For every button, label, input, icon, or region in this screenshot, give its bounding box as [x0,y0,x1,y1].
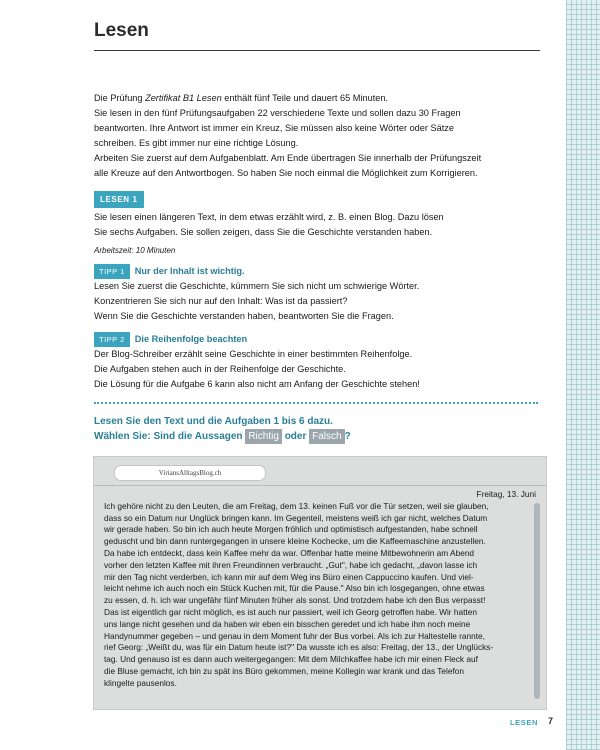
arbeitszeit: Arbeitszeit: 10 Minuten [94,246,176,255]
tipp1-line: Wenn Sie die Geschichte verstanden haben, beantworten Sie die Fragen. [94,311,394,321]
intro-line: schreiben. Es gibt immer nur eine richtige Lösung. [94,138,299,148]
tipp2-line: Die Aufgaben stehen auch in der Reihenfolge der Geschichte. [94,364,346,374]
blog-line: dass so ein Datum nur Unglück bringen kann. Im Gegenteil, meistens weiß ich gar nicht, welches Datum [104,512,488,523]
blog-line: mir den Tag nicht verderben, ich kann mir auf dem Weg ins Büro einen Cappuccino kaufen. Und viel- [104,571,474,582]
blog-line: Ich gehöre nicht zu den Leuten, die am Freitag, dem 13. keinen Fuß vor die Tür setzen, weil sie glauben, [104,500,489,511]
tipp1-section [94,264,546,324]
blog-line: Da habe ich entdeckt, dass kein Kaffee mehr da war. Offenbar hatte meine Mitbewohnerin am Abend [104,547,475,558]
intro-line-rest: enthält fünf Teile und dauert 65 Minuten. [221,93,389,103]
blog-post [94,489,536,690]
task-instruction [94,414,351,444]
blog-line: geduscht und bin dann runtergegangen in unsere kleine Kochecke, um die Kaffeemaschine anzustellen. [104,536,486,547]
blog-line: zu essen, d. h. ich war ungefähr fünf Minuten früher als sonst. Und trotzdem habe ich den Bus verpasst! [104,595,486,606]
tipp1-title: Nur der Inhalt ist wichtig. [134,266,245,276]
instruction-line1: Lesen Sie den Text und die Aufgaben 1 bis 6 dazu. [94,416,333,427]
toolbar-divider [94,485,546,486]
address-bar: ViriansAlltagsBlog.ch [114,465,266,481]
tipp1-line: Konzentrieren Sie sich nur auf den Inhalt: Was ist da passiert? [94,296,348,306]
intro-line: beantworten. Ihre Antwort ist immer ein Kreuz, Sie müssen also keine Wörter oder Sätze [94,123,455,133]
footer-section-label: LESEN [510,718,539,727]
blog-date: Freitag, 13. Juni [476,489,536,499]
intro-paragraph [94,91,546,181]
tipp2-line: Der Blog-Schreiber erzählt seine Geschichte in einer bestimmten Reihenfolge. [94,349,413,359]
intro-line: Arbeiten Sie zuerst auf dem Aufgabenblatt. Am Ende übertragen Sie innerhalb der Prüfungszeit [94,153,482,163]
blog-line: leicht nehme ich auch noch ein Stück Kuchen mit, für die Pause." Also bin ich losgegangen, ohne etwas [104,583,485,594]
option-falsch-chip: Falsch [309,429,344,444]
page-title: Lesen [94,20,149,41]
blog-line: Handynummer gegeben – und genau in dem Moment fuhr der Bus vorbei. Als ich zur Haltestelle rannte, [104,630,485,641]
instruction-suffix: ? [344,431,351,442]
tipp2-line: Die Lösung für die Aufgabe 6 kann also nicht am Anfang der Geschichte stehen! [94,379,420,389]
lesen1-line: Sie lesen einen längeren Text, in dem etwas erzählt wird, z. B. einen Blog. Dazu lösen [94,212,444,222]
blog-line: klingelte pausenlos. [104,677,177,688]
blog-line: Das ist eigentlich gar nicht möglich, es ist auch nur passiert, weil ich Georg getroffen habe. Wir hatten [104,606,477,617]
lesen1-line: Sie sechs Aufgaben. Sie sollen zeigen, dass Sie die Geschichte verstanden haben. [94,227,433,237]
dotted-divider [94,402,538,404]
option-richtig-chip: Richtig [245,429,282,444]
decorative-grid-strip [566,0,600,750]
lesen1-section [94,191,546,258]
tipp2-section [94,332,546,392]
blog-line: uns lange nicht gesehen und da haben wir eben ein bisschen geredet und ich habe ihm noch meine [104,618,471,629]
blog-line: die Bluse gemacht, ich bin zu spät ins Büro gekommen, meine Kollegin war krank und das Telefon [104,665,465,676]
tipp2-title: Die Reihenfolge beachten [134,334,248,344]
page-number: 7 [548,716,554,726]
instruction-connector: oder [284,431,307,442]
intro-line: Die Prüfung Zertifikat B1 Lesen enthält fünf Teile und dauert 65 Minuten. [94,93,389,103]
intro-line: Sie lesen in den fünf Prüfungsaufgaben 22 verschiedene Texte und sollen dazu 30 Fragen [94,108,461,118]
blog-line: wir gerade haben. So bin ich auch heute Morgen fröhlich und optimistisch aufgestanden, habe schnell [104,524,478,535]
tipp1-badge: TIPP 1 [94,264,130,279]
instruction-prefix: Wählen Sie: Sind die Aussagen [94,431,243,442]
blog-line: rief Georg: „Weißt du, was für ein Datum heute ist?" Da wusste ich es also: Freitag, der 13., der Unglücks- [104,642,494,653]
lesen1-badge: LESEN 1 [94,191,144,208]
blog-line: tag. Und genauso ist es dann auch weitergegangen: Mit dem Milchkaffee habe ich mir einen Fleck auf [104,654,478,665]
title-rule [94,50,540,51]
blog-line: vorher den letzten Kaffee mit ihren Freundinnen verbraucht. „Gut", habe ich gedacht, „davon lasse ich [104,559,478,570]
intro-italic: Zertifikat B1 Lesen [145,93,222,103]
tipp2-badge: TIPP 2 [94,332,130,347]
intro-line: alle Kreuze auf den Antwortbogen. So haben Sie noch einmal die Möglichkeit zum Korrigieren. [94,168,478,178]
scrollbar[interactable] [534,503,540,699]
tipp1-line: Lesen Sie zuerst die Geschichte, kümmern Sie sich nicht um schwierige Wörter. [94,281,420,291]
instruction-line2 [94,429,351,444]
blog-browser-window [93,456,547,710]
